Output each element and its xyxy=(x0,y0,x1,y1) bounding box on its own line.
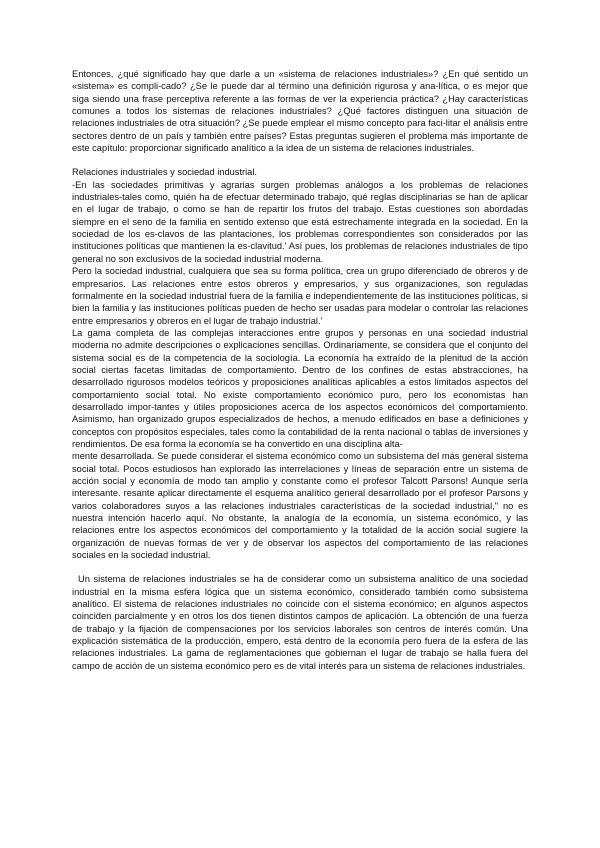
paragraph-spacer xyxy=(72,154,528,166)
document-page xyxy=(72,68,528,672)
section-paragraph: La gama completa de las complejas interacciones entre grupos y personas en una sociedad industrial moderna no admite descripciones o explicaciones sencillas. Ordinariamente, se considera que el conjunto del sistema social es de la competencia de la sociología. La economía ha extraído de la plenitud de la acción social ciertas facetas limitadas de comportamiento. Dentro de los confines de estas abstracciones, ha desarrollado rigurosos modelos teóricos y proposiciones analíticas aplicables a estos limitados aspectos del comportamiento social total. No existe comportamiento económico puro, pero los economistas han desarrollado impor-tantes y útiles proposiciones acerca de los aspectos económicos del comportamiento. Asimismo, han organizado grupos especializados de hechos, a menudo edificados en base a definiciones y conceptos con propósitos especiales, tales como la contabilidad de la renta nacional o tablas de inversiones y rendimientos. De esa forma la economía se ha convertido en una disciplina alta- xyxy=(72,327,528,449)
section-paragraph: mente desarrollada. Se puede considerar el sistema económico como un subsistema del más general sistema social total. Pocos estudiosos han explorado las interrelaciones y líneas de separación entre un sistema de acción social y economía de modo tan amplio y constante como el profesor Talcott Parsons! Aunque sería interesante. resante aplicar directamente el esquema analítico general desarrollado por el profesor Parsons y varios colaboradores suyos a las relaciones industriales características de la sociedad industrial," no es nuestra intención hacerlo aquí. No obstante, la analogía de la economía, un sistema económico, y las relaciones entre los aspectos económicos del comportamiento y la totalidad de la acción social sugiere la organización de nuevas formas de ver y de observar los aspectos del comportamiento de las relaciones sociales en la sociedad industrial. xyxy=(72,451,528,561)
section-heading: Relaciones industriales y sociedad industrial. xyxy=(72,167,258,178)
section-paragraph: Pero la sociedad industrial, cualquiera que sea su forma política, crea un grupo diferenciado de obreros y de empresarios. Las relaciones entre estos obreros y empresarios, y sus organizaciones, son reguladas formalmente en la sociedad industrial fuera de la familia e independientemente de las instituciones políticas, si bien la familia y las instituciones políticas pueden de hecho ser usadas para modelar o controlar las relaciones entre empresarios y obreros en el lugar de trabajo industrial.' xyxy=(72,266,528,326)
intro-paragraph: Entonces, ¿qué significado hay que darle a un «sistema de relaciones industriales»? ¿En qué sentido un «sistema» es compli-cado? ¿Se le puede dar al término una definición rigurosa y ana-lítica, o es mejor que siga siendo una frase perceptiva referente a las formas de ver la experiencia práctica? ¿Hay características comunes a todos los sistemas de relaciones industriales? ¿Qué factores distinguen una situación de relaciones industriales de otra situación? ¿Se puede emplear el mismo concepto para faci-litar el análisis entre sectores dentro de un país y también entre países? Estas preguntas sugieren el problema más importante de este capítulo: proporcionar significado analítico a la idea de un sistema de relaciones industriales. xyxy=(72,69,528,154)
paragraph-spacer xyxy=(72,561,528,573)
closing-paragraph: Un sistema de relaciones industriales se ha de considerar como un subsistema analítico de una sociedad industrial en la misma esfera lógica que un sistema económico, considerado también como subsistema analítico. El sistema de relaciones industriales no coincide con el sistema económico; en algunos aspectos coinciden parcialmente y en otros los dos tienen distintos campos de aplicación. La obtención de una fuerza de trabajo y la fijación de compensaciones por los servicios laborales son centros de interés común. Una explicación sistemática de la producción, empero, está dentro de la economía pero fuera de la esfera de las relaciones industriales. La gama de reglamentaciones que gobiernan el lugar de trabajo se halla fuera del campo de acción de un sistema económico pero es de vital interés para un sistema de relaciones industriales. xyxy=(72,574,528,671)
section-paragraph: -En las sociedades primitivas y agrarias surgen problemas análogos a los problemas de relaciones industriales-tales como, quién ha de efectuar determinado trabajo, qué reglas disciplinarias se han de aplicar en el lugar de trabajo, o como se han de repartir los frutos del trabajo. Estas cuestiones son abordadas siempre en el seno de la familia en sentido extenso que está estrechamente integrada en la sociedad. En la sociedad de los es-clavos de las plantaciones, los problemas correspondientes son considerados por las instituciones políticas que mantienen la es-clavitud.' Así pues, los problemas de relaciones industriales de tipo general no son exclusivos de la sociedad industrial moderna. xyxy=(72,179,528,264)
